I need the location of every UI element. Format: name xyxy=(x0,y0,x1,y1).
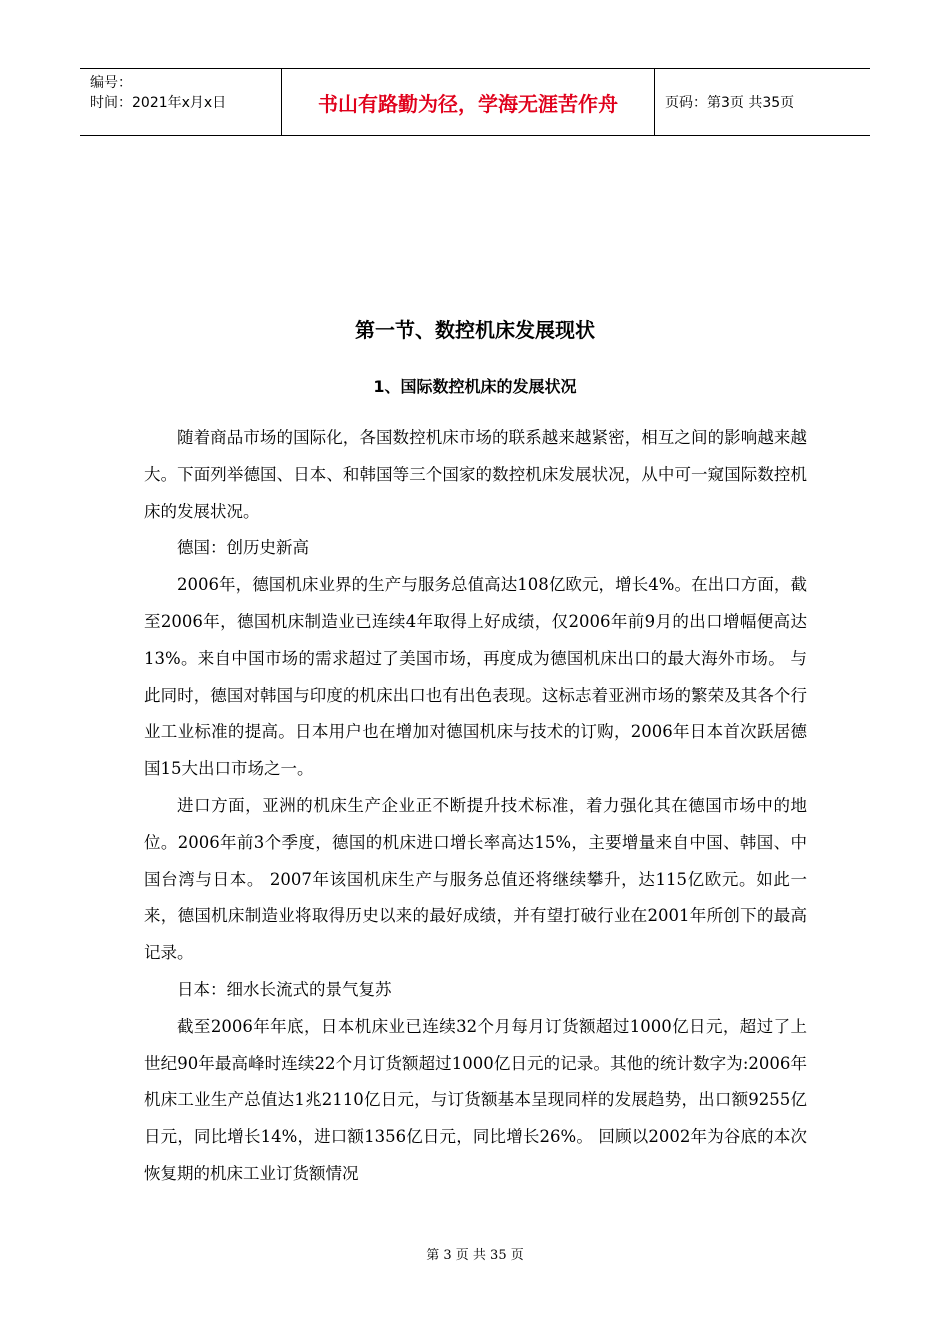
document-header xyxy=(80,68,870,136)
body-paragraph-heading-japan: 日本：细水长流式的景气复苏 xyxy=(177,979,392,999)
document-date-label: 时间：2021年x月x日 xyxy=(90,95,227,111)
header-page-info-cell xyxy=(655,69,870,135)
header-motto-cell xyxy=(282,69,655,135)
page-footer: 第 3 页 共 35 页 xyxy=(426,1248,524,1263)
section-title: 第一节、数控机床发展现状 xyxy=(355,318,595,342)
sub-title: 1、国际数控机床的发展状况 xyxy=(373,377,577,396)
document-number-label: 编号： xyxy=(90,75,132,91)
body-paragraph-heading-germany: 德国：创历史新高 xyxy=(177,538,309,558)
document-body xyxy=(144,420,807,1193)
header-meta xyxy=(80,69,282,135)
body-paragraph: 随着商品市场的国际化，各国数控机床市场的联系越来越紧密，相互之间的影响越来越大。下面列举德国、日本、和韩国等三个国家的数控机床发展状况，从中可一窥国际数控机床的发展状况。 xyxy=(144,428,807,521)
body-paragraph: 进口方面，亚洲的机床生产企业正不断提升技术标准，着力强化其在德国市场中的地位。2006年前3个季度，德国的机床进口增长率高达15%，主要增量来自中国、韩国、中国台湾与日本。 2007年该国机床生产与服务总值还将继续攀升，达115亿欧元。如此一来，德国机床制造业将取得历史以来的最好成绩，并有望打破行业在2001年所创下的最高记录。 xyxy=(144,795,807,963)
body-paragraph: 截至2006年年底，日本机床业已连续32个月每月订货额超过1000亿日元，超过了上世纪90年最高峰时连续22个月订货额超过1000亿日元的记录。其他的统计数字为:2006年机床工业生产总值达1兆2110亿日元，与订货额基本呈现同样的发展趋势，出口额9255亿日元，同比增长14%，进口额1356亿日元，同比增长26%。 回顾以2002年为谷底的本次恢复期的机床工业订货额情况 xyxy=(144,1016,807,1183)
body-paragraph: 2006年，德国机床业界的生产与服务总值高达108亿欧元，增长4%。在出口方面，截至2006年，德国机床制造业已连续4年取得上好成绩，仅2006年前9月的出口增幅便高达13%。来自中国市场的需求超过了美国市场，再度成为德国机床出口的最大海外市场。 与此同时，德国对韩国与印度的机床出口也有出色表现。这标志着亚洲市场的繁荣及其各个行业工业标准的提高。日本用户也在增加对德国机床与技术的订购，2006年日本首次跃居德国15大出口市场之一。 xyxy=(144,575,807,779)
header-page-info: 页码：第3页 共35页 xyxy=(665,95,795,111)
header-motto: 书山有路勤为径，学海无涯苦作舟 xyxy=(318,91,618,116)
